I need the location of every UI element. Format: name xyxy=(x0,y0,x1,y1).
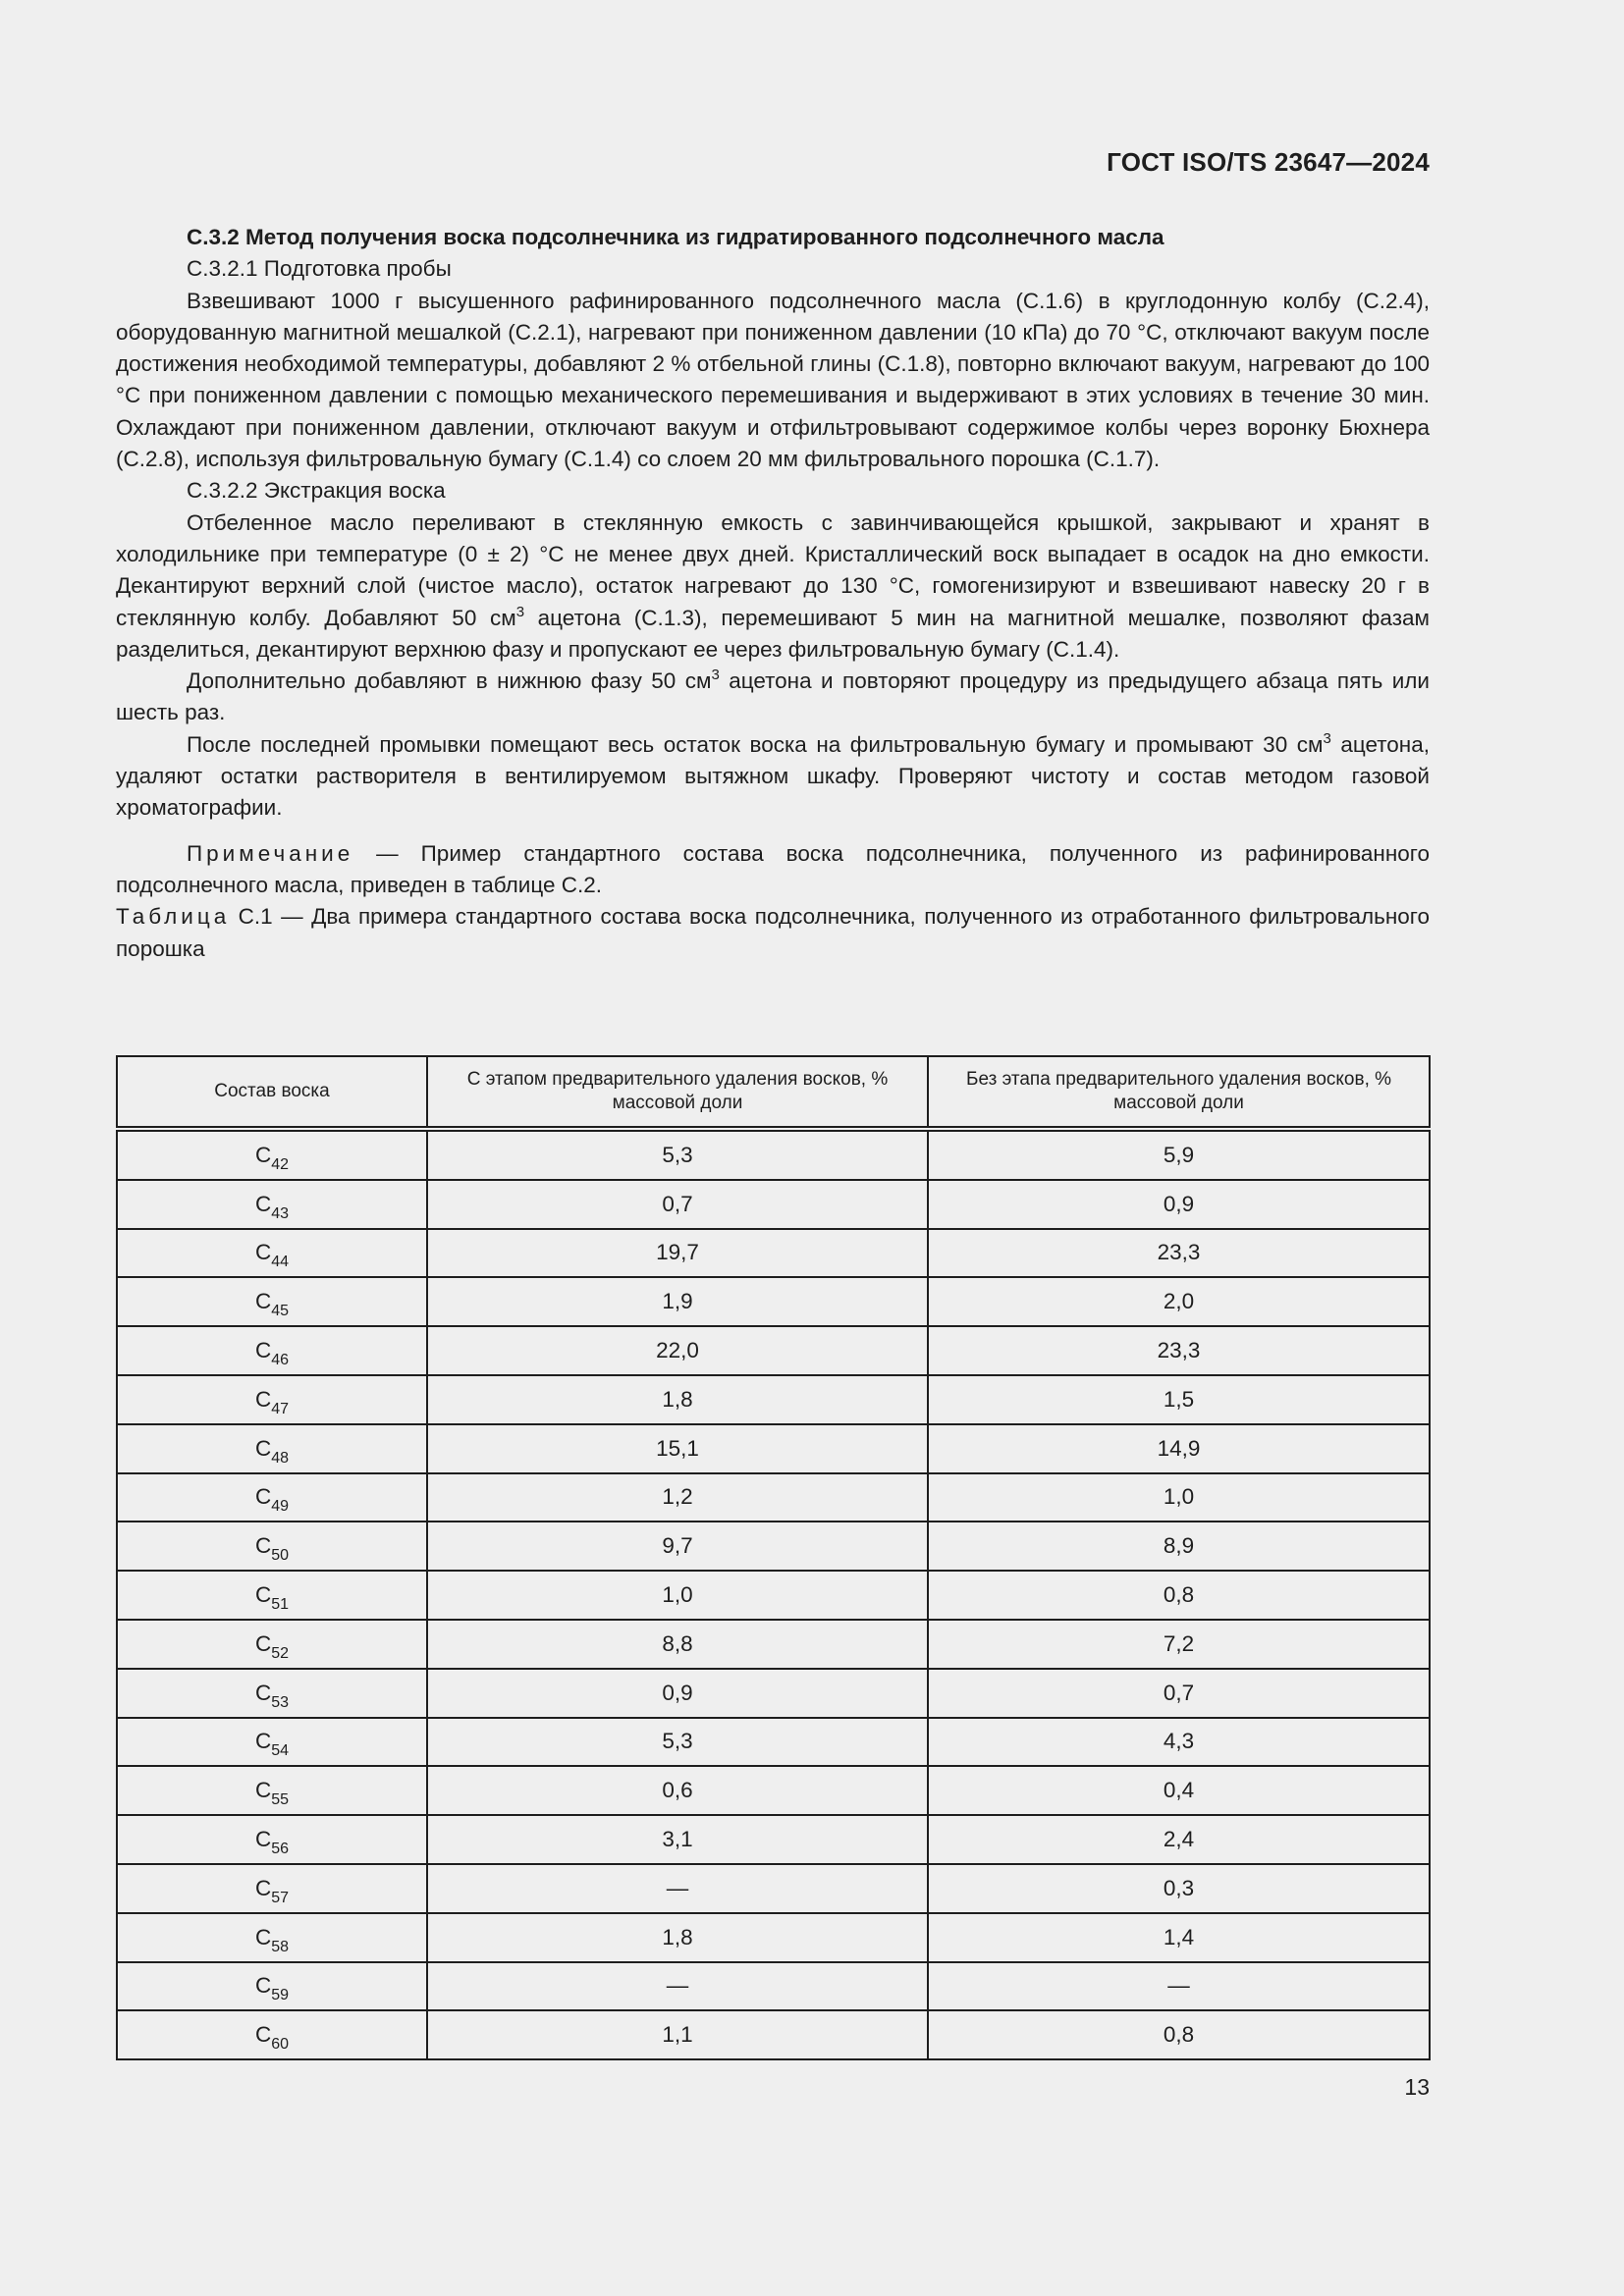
cell-with-dewaxing: 19,7 xyxy=(427,1229,928,1278)
document-header: ГОСТ ISO/TS 23647—2024 xyxy=(1107,147,1430,177)
cell-composition: $C_{54}$ xyxy=(117,1718,427,1767)
wax-composition-table xyxy=(116,1055,1431,2060)
cell-with-dewaxing: 22,0 xyxy=(427,1326,928,1375)
cell-with-dewaxing: 1,1 xyxy=(427,2010,928,2059)
cell-without-dewaxing: 0,3 xyxy=(928,1864,1430,1913)
note: Примечание — Пример стандартного состава воска подсолнечника, полученного из рафинированного подсолнечного масла, приведен в таблице С.2. xyxy=(116,840,1430,897)
cell-with-dewaxing: 1,2 xyxy=(427,1473,928,1522)
cell-with-dewaxing: 0,6 xyxy=(427,1766,928,1815)
cell-composition: $C_{49}$ xyxy=(117,1473,427,1522)
column-header-without-dewaxing: Без этапа предварительного удаления восков, % массовой доли xyxy=(928,1056,1430,1129)
column-header-composition: Состав воска xyxy=(117,1056,427,1129)
cell-with-dewaxing: 1,8 xyxy=(427,1375,928,1424)
cell-composition: $C_{57}$ xyxy=(117,1864,427,1913)
cell-with-dewaxing: 1,0 xyxy=(427,1571,928,1620)
paragraph-sample-prep: Взвешивают 1000 г высушенного рафинированного подсолнечного масла (С.1.6) в круглодонную колбу (С.2.4), оборудованную магнитной мешалкой (С.2.1), нагревают при пониженном давлении (10 кПа) до 70 °С, отключают вакуум после достижения необходимой температуры, добавляют 2 % отбельной глины (С.1.8), повторно включают вакуум, нагревают до 100 °С при пониженном давлении с помощью механического перемешивания и выдерживают в этих условиях в течение 30 мин. Охлаждают при пониженном давлении, отключают вакуум и отфильтровывают содержимое колбы через воронку Бюхнера (С.2.8), используя фильтровальную бумагу (С.1.4) со слоем 20 мм фильтровального порошка (С.1.7). xyxy=(116,288,1430,472)
table-row xyxy=(117,1277,1430,1326)
cell-without-dewaxing: 0,4 xyxy=(928,1766,1430,1815)
table-row xyxy=(117,1424,1430,1473)
page-number: 13 xyxy=(1404,2074,1430,2100)
note-label: Примечание xyxy=(187,840,354,866)
table-row xyxy=(117,1473,1430,1522)
cell-with-dewaxing: 8,8 xyxy=(427,1620,928,1669)
table-row xyxy=(117,1669,1430,1718)
cell-composition: $C_{42}$ xyxy=(117,1129,427,1180)
cell-with-dewaxing: 9,7 xyxy=(427,1522,928,1571)
table-row xyxy=(117,1522,1430,1571)
section-heading: С.3.2 Метод получения воска подсолнечника из гидратированного подсолнечного масла xyxy=(187,225,1164,249)
paragraph-extraction-3: После последней промывки помещают весь остаток воска на фильтровальную бумагу и промывают 30 $см^3$ ацетона, удаляют остатки растворителя в вентилируемом вытяжном шкафу. Проверяют чистоту и состав методом газовой хроматографии. xyxy=(116,729,1430,821)
cell-with-dewaxing: 5,3 xyxy=(427,1718,928,1767)
cell-composition: $C_{51}$ xyxy=(117,1571,427,1620)
cell-composition: $C_{43}$ xyxy=(117,1180,427,1229)
cell-without-dewaxing: 0,9 xyxy=(928,1180,1430,1229)
cell-composition: $C_{52}$ xyxy=(117,1620,427,1669)
cell-with-dewaxing: 1,9 xyxy=(427,1277,928,1326)
cell-composition: $C_{55}$ xyxy=(117,1766,427,1815)
cell-composition: $C_{59}$ xyxy=(117,1962,427,2011)
cell-composition: $C_{56}$ xyxy=(117,1815,427,1864)
cell-without-dewaxing: 8,9 xyxy=(928,1522,1430,1571)
cell-without-dewaxing: 23,3 xyxy=(928,1326,1430,1375)
cell-composition: $C_{47}$ xyxy=(117,1375,427,1424)
table-row xyxy=(117,1129,1430,1180)
cell-without-dewaxing: 1,0 xyxy=(928,1473,1430,1522)
cell-composition: $C_{44}$ xyxy=(117,1229,427,1278)
cell-with-dewaxing: — xyxy=(427,1864,928,1913)
cell-composition: $C_{50}$ xyxy=(117,1522,427,1571)
cell-without-dewaxing: 2,0 xyxy=(928,1277,1430,1326)
cell-with-dewaxing: 1,8 xyxy=(427,1913,928,1962)
cell-without-dewaxing: 0,8 xyxy=(928,1571,1430,1620)
cell-composition: $C_{48}$ xyxy=(117,1424,427,1473)
cell-without-dewaxing: 0,8 xyxy=(928,2010,1430,2059)
table-row xyxy=(117,1229,1430,1278)
subsection-title-wax-extraction: С.3.2.2 Экстракция воска xyxy=(187,478,446,504)
cell-without-dewaxing: — xyxy=(928,1962,1430,2011)
cell-without-dewaxing: 5,9 xyxy=(928,1129,1430,1180)
table-row xyxy=(117,1913,1430,1962)
subsection-title-sample-prep: С.3.2.1 Подготовка пробы xyxy=(187,256,452,282)
paragraph-extraction-1: Отбеленное масло переливают в стеклянную емкость с завинчивающейся крышкой, закрывают и хранят в холодильнике при температуре (0 ± 2) °С не менее двух дней. Кристаллический воск выпадает в осадок на дно емкости. Декантируют верхний слой (чистое масло), остаток нагревают до 130 °С, гомогенизируют и взвешивают навеску 20 г в стеклянную колбу. Добавляют 50 $см^3$ ацетона (С.1.3), перемешивают 5 мин на магнитной мешалке, позволяют фазам разделиться, декантируют верхнюю фазу и пропускают ее через фильтровальную бумагу (С.1.4). xyxy=(116,509,1430,662)
table-row xyxy=(117,1815,1430,1864)
cell-without-dewaxing: 1,5 xyxy=(928,1375,1430,1424)
cell-without-dewaxing: 0,7 xyxy=(928,1669,1430,1718)
cell-composition: $C_{46}$ xyxy=(117,1326,427,1375)
cell-with-dewaxing: 5,3 xyxy=(427,1129,928,1180)
cell-with-dewaxing: 0,9 xyxy=(427,1669,928,1718)
cell-with-dewaxing: 0,7 xyxy=(427,1180,928,1229)
table-row xyxy=(117,1620,1430,1669)
cell-without-dewaxing: 4,3 xyxy=(928,1718,1430,1767)
table-row xyxy=(117,1571,1430,1620)
table-row xyxy=(117,1180,1430,1229)
cell-composition: $C_{58}$ xyxy=(117,1913,427,1962)
cell-with-dewaxing: — xyxy=(427,1962,928,2011)
paragraph-extraction-2: Дополнительно добавляют в нижнюю фазу 50 $см^3$ ацетона и повторяют процедуру из предыдущего абзаца пять или шесть раз. xyxy=(116,667,1430,725)
table-row xyxy=(117,1375,1430,1424)
table-caption: Таблица С.1 — Два примера стандартного состава воска подсолнечника, полученного из отработанного фильтровального порошка xyxy=(116,904,1430,961)
table-row xyxy=(117,1718,1430,1767)
cell-without-dewaxing: 2,4 xyxy=(928,1815,1430,1864)
cell-composition: $C_{60}$ xyxy=(117,2010,427,2059)
cell-without-dewaxing: 14,9 xyxy=(928,1424,1430,1473)
cell-without-dewaxing: 7,2 xyxy=(928,1620,1430,1669)
column-header-with-dewaxing: С этапом предварительного удаления восков, % массовой доли xyxy=(427,1056,928,1129)
table-row xyxy=(117,1766,1430,1815)
cell-composition: $C_{53}$ xyxy=(117,1669,427,1718)
table-row xyxy=(117,1962,1430,2011)
table-row xyxy=(117,1864,1430,1913)
cell-with-dewaxing: 3,1 xyxy=(427,1815,928,1864)
table-row xyxy=(117,1326,1430,1375)
table-row xyxy=(117,2010,1430,2059)
page-content xyxy=(116,222,1430,965)
cell-without-dewaxing: 1,4 xyxy=(928,1913,1430,1962)
cell-composition: $C_{45}$ xyxy=(117,1277,427,1326)
cell-without-dewaxing: 23,3 xyxy=(928,1229,1430,1278)
table-header-row xyxy=(117,1056,1430,1129)
cell-with-dewaxing: 15,1 xyxy=(427,1424,928,1473)
